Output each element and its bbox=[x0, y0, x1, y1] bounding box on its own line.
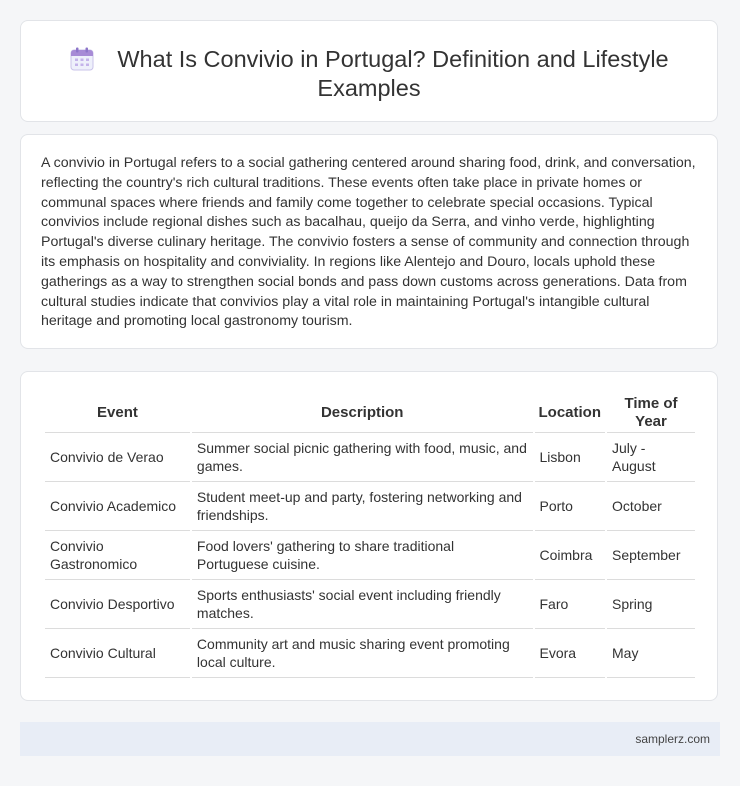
cell-time: Spring bbox=[607, 580, 695, 629]
table-row bbox=[45, 531, 695, 580]
cell-event: Convivio Academico bbox=[45, 482, 190, 531]
cell-description: Sports enthusiasts' social event including friendly matches. bbox=[192, 580, 533, 629]
cell-event: Convivio Cultural bbox=[45, 629, 190, 678]
header-event: Event bbox=[45, 394, 190, 433]
cell-description: Food lovers' gathering to share traditional Portuguese cuisine. bbox=[192, 531, 533, 580]
cell-event: Convivio de Verao bbox=[45, 433, 190, 482]
page-title: What Is Convivio in Portugal? Definition and Lifestyle Examples bbox=[117, 46, 669, 101]
table-header-row bbox=[45, 394, 695, 433]
footer-bar bbox=[20, 722, 720, 756]
intro-card bbox=[20, 134, 718, 349]
cell-location: Lisbon bbox=[535, 433, 606, 482]
cell-time: May bbox=[607, 629, 695, 678]
cell-location: Faro bbox=[535, 580, 606, 629]
cell-time: July - August bbox=[607, 433, 695, 482]
cell-time: September bbox=[607, 531, 695, 580]
table-row bbox=[45, 433, 695, 482]
convivio-table bbox=[43, 394, 697, 678]
page-title-wrap bbox=[21, 45, 717, 103]
header-description: Description bbox=[192, 394, 533, 433]
cell-location: Evora bbox=[535, 629, 606, 678]
intro-paragraph: A convivio in Portugal refers to a social gathering centered around sharing food, drink, and conversation, reflecting the country's rich cultural traditions. These events often take place in private homes or communal spaces where friends and family come together to celebrate special occasions. Typical convivios include regional dishes such as bacalhau, queijo da Serra, and vinho verde, highlighting Portugal's diverse culinary heritage. The convivio fosters a sense of community and connection through its emphasis on hospitality and conviviality. In regions like Alentejo and Douro, locals uphold these gatherings as a way to strengthen social bonds and pass down customs across generations. Data from cultural studies indicate that convivios play a vital role in maintaining Portugal's intangible cultural heritage and promoting local gastronomy tourism. bbox=[41, 155, 696, 330]
header-location: Location bbox=[535, 394, 606, 433]
cell-description: Student meet-up and party, fostering networking and friendships. bbox=[192, 482, 533, 531]
cell-description: Summer social picnic gathering with food, music, and games. bbox=[192, 433, 533, 482]
cell-description: Community art and music sharing event promoting local culture. bbox=[192, 629, 533, 678]
cell-location: Coimbra bbox=[535, 531, 606, 580]
header-time-of-year: Time of Year bbox=[607, 394, 695, 433]
footer-site-link[interactable]: samplerz.com bbox=[635, 732, 710, 746]
table-row bbox=[45, 482, 695, 531]
cell-location: Porto bbox=[535, 482, 606, 531]
cell-event: Convivio Desportivo bbox=[45, 580, 190, 629]
title-card bbox=[20, 20, 718, 122]
calendar-icon bbox=[69, 47, 95, 71]
table-card bbox=[20, 371, 718, 701]
cell-event: Convivio Gastronomico bbox=[45, 531, 190, 580]
table-row bbox=[45, 580, 695, 629]
cell-time: October bbox=[607, 482, 695, 531]
table-row bbox=[45, 629, 695, 678]
